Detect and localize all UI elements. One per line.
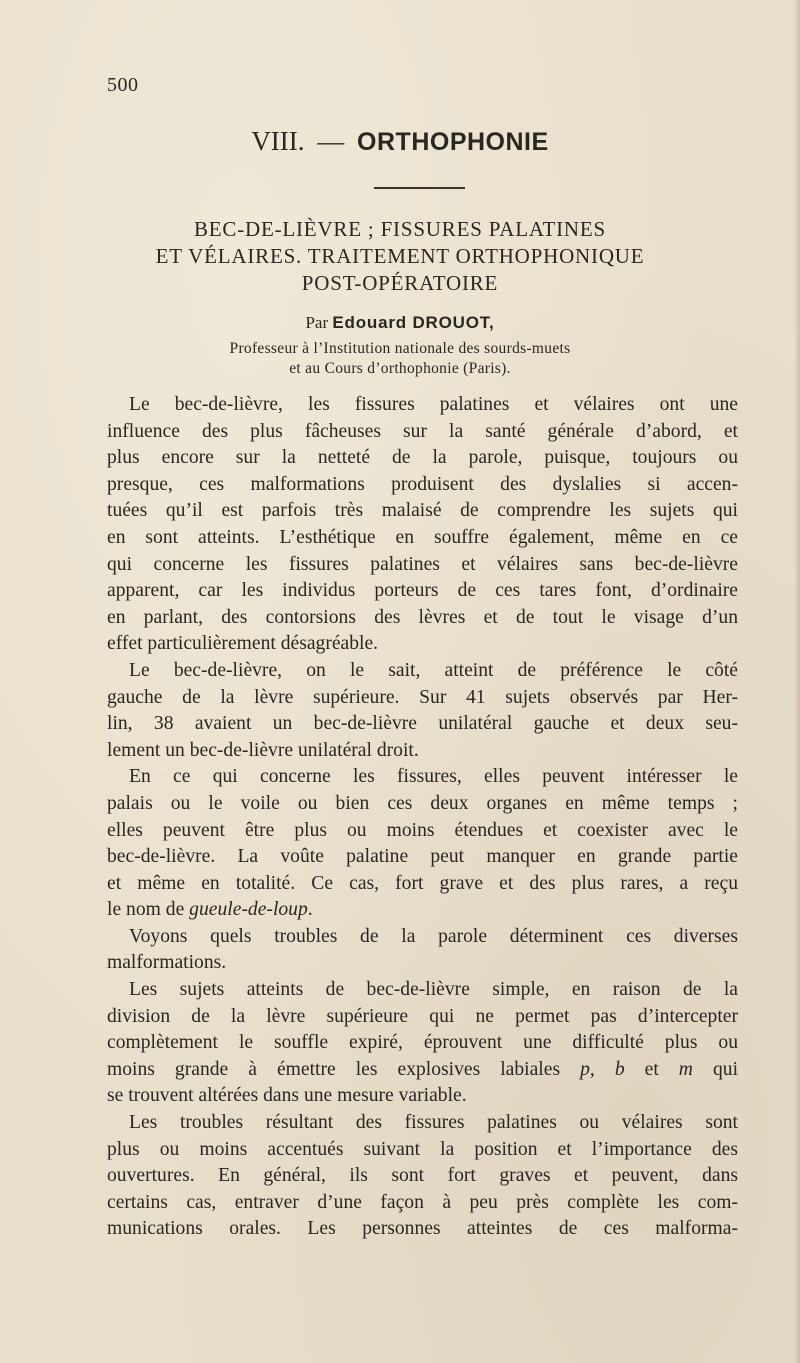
article-title-line: POST-OPÉRATOIRE xyxy=(301,271,499,295)
body-line: plus ou moins accentués suivant la position et l’importance des xyxy=(107,1138,738,1160)
title-divider xyxy=(374,187,465,189)
body-line: bec-de-lièvre. La voûte palatine peut manquer en grande partie xyxy=(107,846,738,868)
section-dash: — xyxy=(317,126,345,156)
body-line-text: moins grande à émettre les explosives labiales xyxy=(107,1058,581,1080)
byline-prefix: Par xyxy=(305,313,329,332)
body-line: certains cas, entraver d’une façon à peu près complète les com- xyxy=(107,1191,738,1213)
body-line: Les troubles résultant des fissures palatines ou vélaires sont xyxy=(129,1112,738,1134)
body-line: palais ou le voile ou bien ces deux organes en même temps ; xyxy=(107,792,738,814)
article-title-line: ET VÉLAIRES. TRAITEMENT ORTHOPHONIQUE xyxy=(155,244,645,268)
italic-term: gueule-de-loup xyxy=(189,899,308,921)
italic-term: m xyxy=(678,1058,693,1080)
body-line: en sont atteints. L’esthétique en souffre également, même en ce xyxy=(107,526,738,548)
italic-term: p xyxy=(580,1058,590,1080)
page-edge-shadow xyxy=(794,0,800,1363)
body-line: Le bec-de-lièvre, les fissures palatines et vélaires ont une xyxy=(129,394,738,415)
section-numeral: VIII. xyxy=(251,126,305,156)
section-heading xyxy=(0,126,800,157)
body-line: division de la lèvre supérieure qui ne permet pas d’intercepter xyxy=(107,1005,738,1027)
body-line: lin, 38 avaient un bec-de-lièvre unilatéral gauche et deux seu- xyxy=(107,713,738,735)
body-line-mixed xyxy=(107,897,738,924)
body-line: influence des plus fâcheuses sur la santé générale d’abord, et xyxy=(107,420,738,442)
body-line: presque, ces malformations produisent des dyslalies si accen- xyxy=(107,473,738,495)
body-line-text: . xyxy=(307,899,313,921)
body-line: complètement le souffle expiré, éprouvent une difficulté plus ou xyxy=(107,1032,738,1054)
article-title xyxy=(0,216,800,297)
body-line-text: qui xyxy=(692,1058,739,1080)
body-line-text: , xyxy=(589,1058,615,1080)
byline xyxy=(0,313,800,333)
body-line: munications orales. Les personnes atteintes de ces malforma- xyxy=(107,1218,738,1240)
page-number: 500 xyxy=(107,74,139,96)
body-line: Voyons quels troubles de la parole déterminent ces diverses xyxy=(129,925,738,947)
author-affiliation xyxy=(0,339,800,379)
body-line: apparent, car les individus porteurs de ces tares font, d’ordinaire xyxy=(107,580,738,602)
author-name: Edouard DROUOT, xyxy=(332,313,495,332)
body-line: Les sujets atteints de bec-de-lièvre simple, en raison de la xyxy=(129,979,738,1001)
affiliation-line: et au Cours d’orthophonie (Paris). xyxy=(289,360,511,377)
body-line: Le bec-de-lièvre, on le sait, atteint de préférence le côté xyxy=(129,659,738,681)
body-line: En ce qui concerne les fissures, elles peuvent intéresser le xyxy=(129,766,738,788)
body-line-text: et xyxy=(624,1058,679,1080)
body-line: en parlant, des contorsions des lèvres et de tout le visage d’un xyxy=(107,606,738,628)
body-line: effet particulièrement désagréable. xyxy=(107,633,379,655)
body-line: qui concerne les fissures palatines et vélaires sans bec-de-lièvre xyxy=(107,553,738,575)
body-line: plus encore sur la netteté de la parole, puisque, toujours ou xyxy=(107,447,738,469)
body-line: se trouvent altérées dans une mesure variable. xyxy=(107,1085,467,1107)
body-line-text: le nom de xyxy=(107,899,190,921)
body-line: malformations. xyxy=(107,952,227,974)
body-line: elles peuvent être plus ou moins étendues et coexister avec le xyxy=(107,819,738,841)
body-line-mixed xyxy=(107,1057,738,1084)
body-line: tuées qu’il est parfois très malaisé de comprendre les sujets qui xyxy=(107,500,738,522)
article-body xyxy=(107,392,738,1243)
italic-term: b xyxy=(614,1058,625,1080)
article-title-line: BEC-DE-LIÈVRE ; FISSURES PALATINES xyxy=(193,217,607,241)
body-line: gauche de la lèvre supérieure. Sur 41 sujets observés par Her- xyxy=(107,686,738,708)
affiliation-line: Professeur à l’Institution nationale des sourds-muets xyxy=(229,340,571,357)
body-line: ouvertures. En général, ils sont fort graves et peuvent, dans xyxy=(107,1165,738,1187)
section-title: ORTHOPHONIE xyxy=(357,128,549,156)
body-line: lement un bec-de-lièvre unilatéral droit. xyxy=(107,739,419,761)
body-line: et même en totalité. Ce cas, fort grave et des plus rares, a reçu xyxy=(107,872,738,894)
